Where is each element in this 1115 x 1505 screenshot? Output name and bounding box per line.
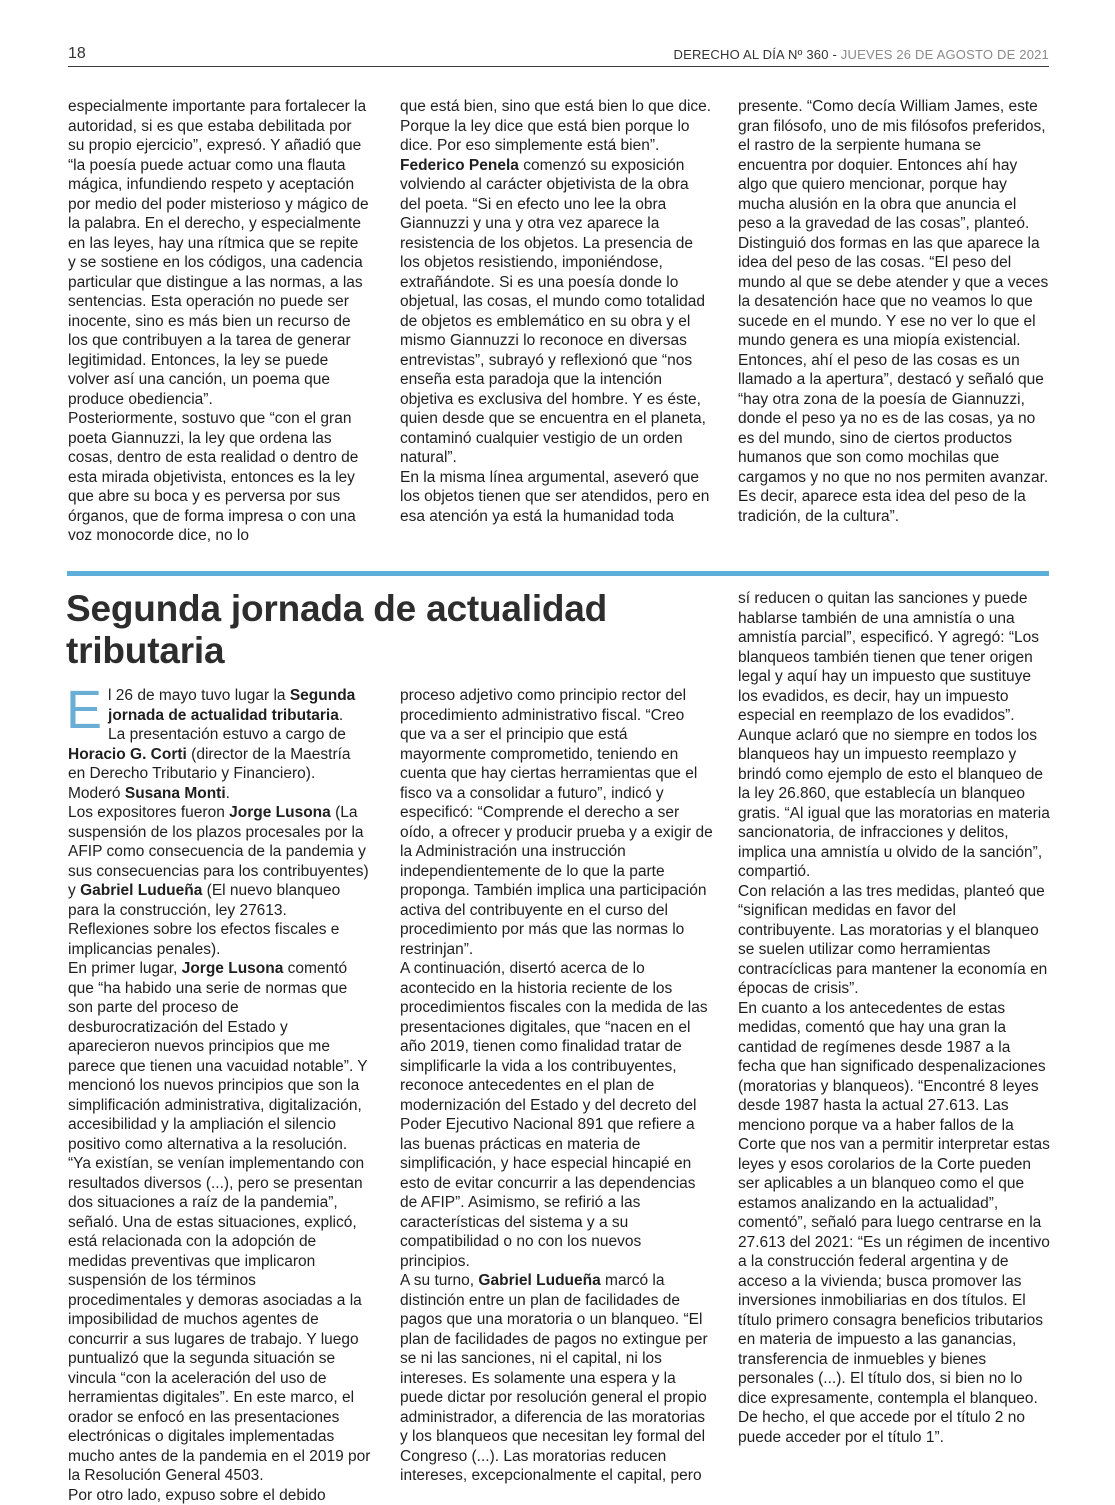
paragraph (68, 725, 372, 803)
drop-cap: E (66, 680, 103, 740)
paragraph-text: marcó la distinción entre un plan de facilidades de pagos que una moratoria o un blanqueo. “El plan de facilidades de pagos no extingue per se ni las sanciones, ni el capital, ni los intereses. Es solamente una espera y la puede dictar por resolución general el propio administrador, a diferencia de las moratorias y los blanqueos que necesitan ley formal del Congreso (...). Las moratorias reducen intereses, excepcionalmente el capital, pero (400, 1272, 708, 1484)
paragraph-text: A continuación, disertó acerca de lo acontecido en la historia reciente de los procedimientos fiscales con la medida de las presentaciones digitales, que “nacen en el año 2019, tienen como finalidad tratar de simplificarle la vida a los contribuyentes, reconoce antecedentes en el plan de modernización del Estado y del decreto del Poder Ejecutivo Nacional 891 que refiere a las buenas prácticas en materia de simplificación, y hace especial hincapié en esto de evitar concurrir a las dependencias de AFIP”. Asimismo, se refirió a las características del sistema y a su compatibilidad o no con los nuevos principios. (400, 960, 708, 1270)
paragraph (738, 589, 1050, 882)
person-name: Jorge Lusona (229, 804, 331, 821)
top-column-3 (738, 97, 1050, 526)
top-column-1 (68, 97, 370, 546)
paragraph (68, 1486, 372, 1505)
paragraph (68, 803, 372, 959)
paragraph-text: comentó que “ha habido una serie de normas que son parte del proceso de desburocratización del Estado y aparecieron nuevos principios que me parece que tienen una vacuidad notable”. Y mencionó los nuevos principios que son la simplificación administrativa, digitalización, accesibilidad y la ampliación el silencio positivo como alternativa a la resolución. “Ya existían, se venían implementando con resultados diversos (...), pero se presentan dos situaciones a raíz de la pandemia”, señaló. Una de estas situaciones, explicó, está relacionada con la adopción de medidas preventivas que implicaron suspensión de los términos procedimentales y demoras asociadas a la imposibilidad de muchos agentes de concurrir a sus lugares de trabajo. Y luego puntualizó que la segunda situación se vincula “con la aceleración del uso de herramientas digitales”. En este marco, el orador se enfocó en las presentaciones electrónicas o digitales implementadas mucho antes de la pandemia en el 2019 por la Resolución General 4503. (68, 960, 371, 1484)
paragraph-text: La presentación estuvo a cargo de (108, 726, 346, 743)
paragraph-text: Con relación a las tres medidas, planteó que “significan medidas en favor del contribuyente. Las moratorias y el blanqueo se suelen utilizar como herramientas contracíclicas para mantener la economía en épocas de crisis”. (738, 882, 1048, 997)
person-name: Gabriel Ludueña (478, 1272, 601, 1289)
paragraph (738, 882, 1050, 999)
paragraph (400, 686, 714, 959)
paragraph-text: Por otro lado, expuso sobre el debido (68, 1486, 326, 1504)
paragraph-text: A su turno, (400, 1272, 479, 1289)
paragraph-text: En cuanto a los antecedentes de estas medidas, comentó que hay una gran la cantidad de regímenes desde 1987 a la fecha que han significado despenalizaciones (moratorias y blanqueos). “Encontré 8 leyes desde 1987 hasta la actual 27.613. Las menciono porque va a haber fallos de la Corte que nos van a permitir interpretar estas leyes y esos corolarios de la Corte pueden ser aplicables a un blanqueo como el que estamos analizando en la actualidad”, comentó”, señaló para luego centrarse en la 27.613 del 2021: “Es un régimen de incentivo a la construcción federal argentina y de acceso a la vivienda; busca promover las inversiones inmobiliarias en dos títulos. El título primero consagra beneficios tributarios en materia de impuesto a las ganancias, transferencia de inmuebles y bienes personales (...). El título dos, si bien no lo dice expresamente, contempla el blanqueo. De hecho, el que accede por el título 2 no puede acceder por el título 1”. (738, 999, 1050, 1446)
article-column-1 (66, 680, 372, 1505)
paragraph-text: especialmente importante para fortalecer la autoridad, si es que estaba debilitada por su propio ejercicio”, expresó. Y añadió que “la poesía puede actuar como una flauta mágica, infundiendo respeto y aceptación por medio del poder misterioso y mágico de la palabra. En el derecho, y especialmente en las leyes, hay una rítmica que se repite y se sostiene en los códigos, una cadencia particular que distingue a las normas, a las sentencias. Esta operación no puede ser inocente, sino es más bien un recurso de los que contribuyen a la tarea de generar legitimidad. Entonces, la ley se puede volver así una canción, un poema que produce obediencia”. (68, 98, 369, 408)
paragraph-text: Posteriormente, sostuvo que “con el gran poeta Giannuzzi, la ley que ordena las cosas, dentro de esta realidad o dentro de esta mirada objetivista, entonces es la ley que abre su boca y es perversa por sus órganos, que de forma impresa o con una voz monocorde dice, no lo (68, 410, 359, 544)
person-name: Gabriel Ludueña (80, 882, 203, 899)
paragraph (400, 959, 714, 1271)
article-column-2 (400, 686, 714, 1486)
paragraph-text: sí reducen o quitan las sanciones y puede hablarse también de una amnistía o una amnistía parcial”, especificó. Y agregó: “Los blanqueos también tienen que tener origen legal y aquí hay un impuesto que sustituye los evadidos, es decir, hay un impuesto especial en reemplazo de los evadidos”. Aunque aclaró que no siempre en todos los blanqueos hay un impuesto reemplazo y brindó como ejemplo de esto el blanqueo de la ley 26.860, que establecía un blanqueo gratis. “Al igual que las moratorias en materia sancionatoria, de infracciones y delitos, implica una amnistía u olvido de la sanción”, compartió. (738, 590, 1050, 880)
event-name: Segunda jornada de actualidad tributaria (108, 687, 356, 724)
paragraph (400, 156, 712, 468)
paragraph-text: En la misma línea argumental, aseveró que los objetos tienen que ser atendidos, pero en esa atención ya está la humanidad toda (400, 468, 710, 525)
paragraph-text: proceso adjetivo como principio rector del procedimiento administrativo fiscal. “Creo que va a ser el principio que está mayormente comprometido, teniendo en cuenta que hay ciertas herramientas que el fisco va a consolidar a futuro”, indicó y especificó: “Comprende el derecho a ser oído, a ofrecer y producir prueba y a exigir de la Administración una instrucción independientemente de lo que la parte proponga. También implica una participación activa del contribuyente en el curso del procedimiento por más que las normas lo restrinjan”. (400, 687, 713, 958)
paragraph (400, 468, 712, 527)
speaker-name: Federico Penela (400, 156, 519, 174)
issue-line (674, 47, 1050, 62)
top-column-2 (400, 97, 712, 526)
paragraph-text: (El nuevo blanqueo para la construcción, ley 27613. Reflexiones sobre los efectos fiscales e implicancias penales). (68, 882, 341, 958)
person-name: Susana Monti (124, 784, 226, 802)
issue-date: JUEVES 26 DE AGOSTO DE 2021 (840, 47, 1049, 62)
paragraph (400, 97, 712, 156)
paragraph-text: comenzó su exposición volviendo al carácter objetivista de la obra del poeta. “Si en efecto uno lee la obra Giannuzzi y una y otra vez aparece la resistencia de los objetos. La presencia de los objetos resistiendo, imponiéndose, extrañándote. Si es una poesía donde lo objetual, las cosas, el mundo como totalidad de objetos es emblemático en su obra y el mismo Giannuzzi lo reconoce en diversas entrevistas”, subrayó y reflexionó que “nos enseña esta paradoja que la intención objetiva es exclusiva del hombre. Y es éste, quien desde que se encuentra en el planeta, contaminó cualquier vestigio de un orden natural”. (400, 156, 706, 466)
paragraph (738, 999, 1050, 1448)
paragraph-text: . (225, 784, 230, 802)
article-title: Segunda jornada de actualidad tributaria (66, 588, 608, 671)
page-header (68, 44, 1049, 67)
page-number: 18 (68, 45, 86, 62)
paragraph (68, 409, 370, 546)
publication-name: DERECHO AL DÍA Nº 360 - (673, 47, 841, 62)
person-name: Jorge Lusona (181, 960, 284, 977)
paragraph-text: que está bien, sino que está bien lo que dice. Porque la ley dice que está bien porque lo dice. Por eso simplemente está bien”. (400, 98, 712, 154)
paragraph-text: l 26 de mayo tuvo lugar la (108, 687, 290, 704)
paragraph-text: En primer lugar, (68, 960, 182, 977)
paragraph (738, 97, 1050, 526)
paragraph (68, 959, 372, 1486)
paragraph (68, 97, 370, 409)
article-column-3 (738, 589, 1050, 1447)
paragraph-text: presente. “Como decía William James, este gran filósofo, uno de mis filósofos preferidos, el rastro de la serpiente humana se encuentra por doquier. Entonces ahí hay algo que quiero mencionar, porque hay mucha alusión en la obra que anuncia el peso a la gravedad de las cosas”, planteó. Distinguió dos formas en las que aparece la idea del peso de las cosas. “El peso del mundo al que se debe atender y que a veces la desatención hace que no veamos lo que sucede en el mundo. Y ese no ver lo que el mundo genera es una miopía existencial. Entonces, ahí el peso de las cosas es un llamado a la apertura”, destacó y señaló que “hay otra zona de la poesía de Giannuzzi, donde el peso ya no es de las cosas, ya no es del mundo, sino de ciertos productos humanos que son como mochilas que cargamos y no que no nos permiten avanzar. Es decir, aparece esta idea del peso de la tradición, de la cultura”. (738, 98, 1049, 525)
paragraph-text: (La suspensión de los plazos procesales por la AFIP como consecuencia de la pandemia y sus consecuencias para los contribuyentes) y (68, 804, 369, 899)
section-divider (67, 571, 1049, 576)
paragraph (400, 1271, 714, 1486)
paragraph-text: . (338, 706, 344, 724)
person-name: Horacio G. Corti (68, 745, 187, 763)
paragraph-text: (director de la Maestría en Derecho Tributario y Financiero). Moderó (68, 745, 351, 802)
paragraph-text: Los expositores fueron (68, 804, 230, 821)
